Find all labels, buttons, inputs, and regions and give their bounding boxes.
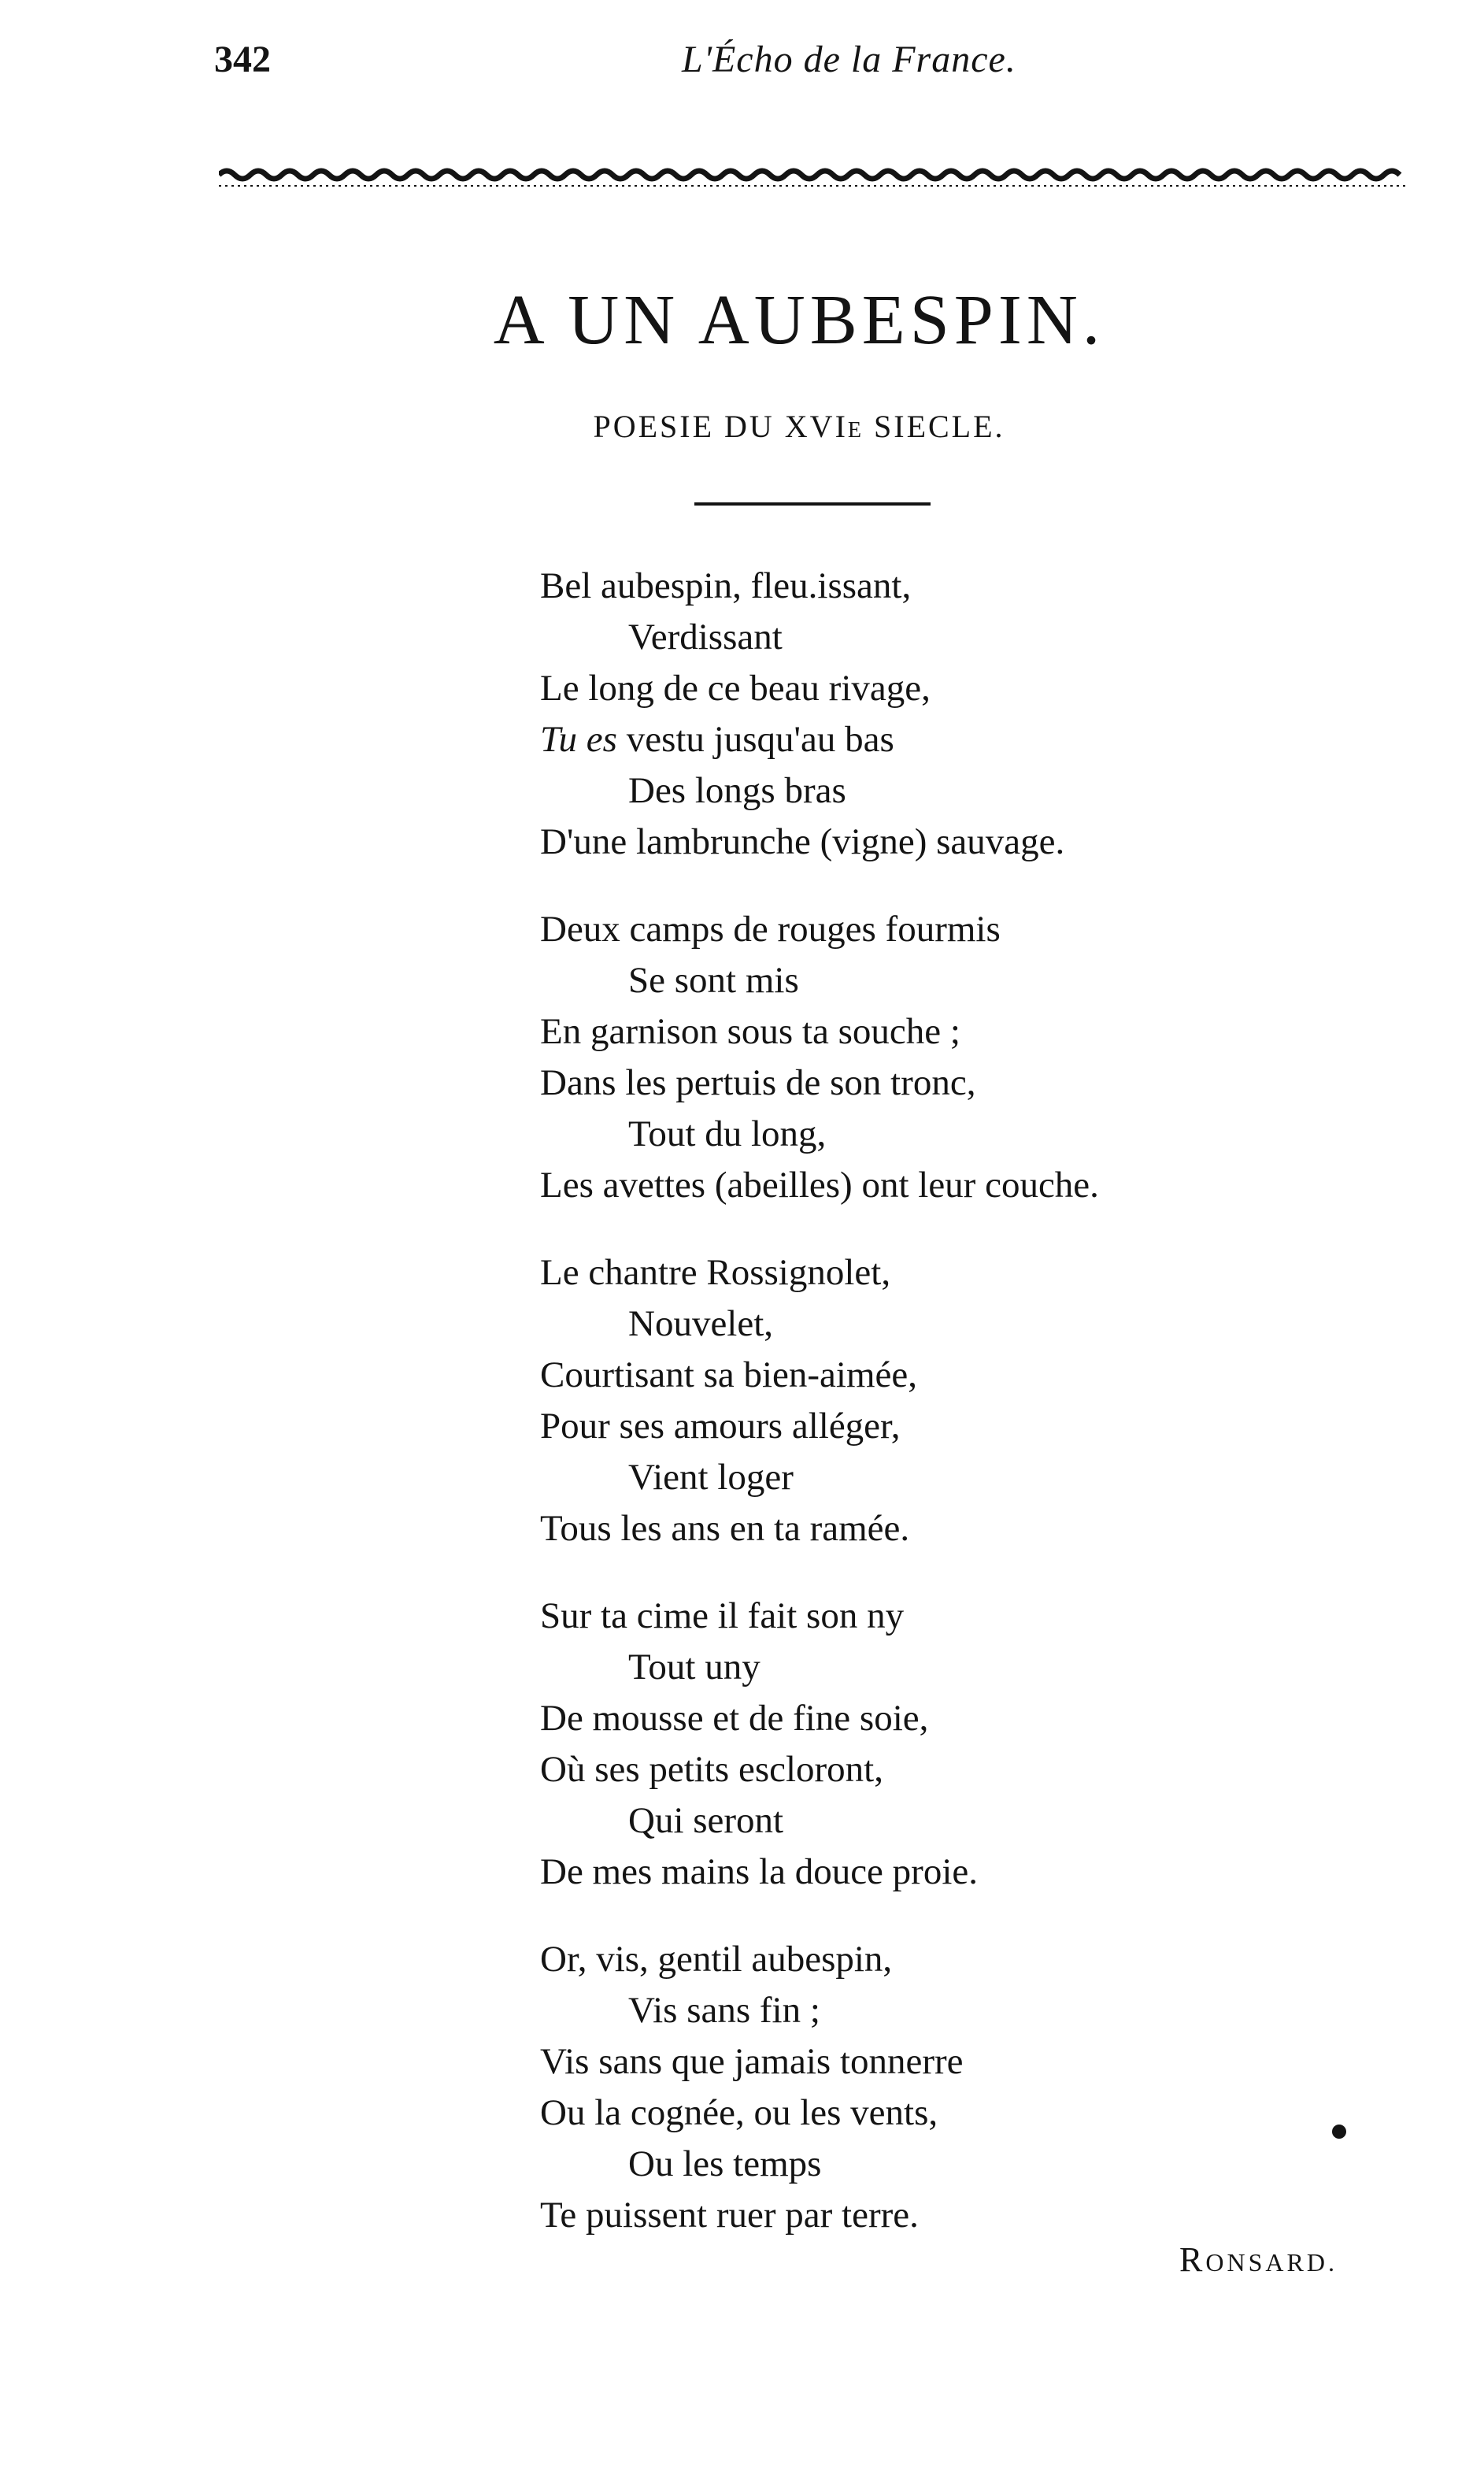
author-initial: R <box>1179 2240 1206 2279</box>
italic-phrase: Tu es <box>540 719 617 760</box>
ornamental-rule <box>219 164 1406 195</box>
stanza <box>540 904 1406 1211</box>
verse-line <box>540 714 1406 765</box>
verse-line: Te puissent ruer par terre. <box>540 2195 919 2236</box>
verse-line: Ou la cognée, ou les vents, <box>540 2092 938 2133</box>
verse-line: Où ses petits escloront, <box>540 1749 883 1790</box>
verse-line: Sur ta cime il fait son ny <box>540 1595 905 1636</box>
verse-line: De mes mains la douce proie. <box>540 1851 978 1892</box>
subtitle-text: POESIE DU XVI <box>593 409 848 444</box>
verse-line: Pour ses amours alléger, <box>540 1406 901 1447</box>
verse-line: Vient loger <box>628 1457 794 1498</box>
verse-line: Se sont mis <box>628 960 799 1001</box>
verse-line: Dans les pertuis de son tronc, <box>540 1062 976 1103</box>
stanza <box>540 1934 1406 2241</box>
stanza <box>540 561 1406 868</box>
verse-line: Deux camps de rouges fourmis <box>540 909 1001 950</box>
stanza <box>540 1247 1406 1554</box>
verse-line-rest: vestu jusqu'au bas <box>616 719 894 760</box>
verse-line: Le chantre Rossignolet, <box>540 1252 891 1293</box>
verse-line: Vis sans que jamais tonnerre <box>540 2041 964 2082</box>
page-number: 342 <box>214 39 271 80</box>
author-name-rest: ONSARD. <box>1205 2248 1338 2277</box>
verse-line: Vis sans fin ; <box>628 1990 820 2031</box>
verse-line: Verdissant <box>628 617 783 658</box>
author-signature <box>1179 2239 1338 2280</box>
verse-line: Courtisant sa bien-aimée, <box>540 1354 917 1395</box>
verse-line: Tout du long, <box>628 1113 827 1154</box>
subtitle-text-end: SIECLE. <box>864 409 1005 444</box>
verse-line: Ou les temps <box>628 2143 822 2184</box>
verse-line: Nouvelet, <box>628 1303 774 1344</box>
verse-line: Le long de ce beau rivage, <box>540 668 931 709</box>
verse-line: Bel aubespin, fleu.issant, <box>540 565 912 606</box>
verse-line: D'une lambrunche (vigne) sauvage. <box>540 821 1065 862</box>
verse-line: Des longs bras <box>628 770 846 811</box>
verse-line: Qui seront <box>628 1800 784 1841</box>
verse-line: Tous les ans en ta ramée. <box>540 1508 910 1549</box>
verse-line: Tout uny <box>628 1647 761 1687</box>
verse-line: Les avettes (abeilles) ont leur couche. <box>540 1165 1099 1206</box>
title-rule <box>694 502 931 506</box>
verse-line: De mousse et de fine soie, <box>540 1698 929 1739</box>
subtitle-superscript: E <box>847 418 864 443</box>
verse-line: Or, vis, gentil aubespin, <box>540 1939 893 1980</box>
poem-title: A UN AUBESPIN. <box>493 281 1105 359</box>
poem-subtitle <box>0 408 1484 445</box>
stanza <box>540 1591 1406 1898</box>
verse-line: En garnison sous ta souche ; <box>540 1011 960 1052</box>
running-title: L'Écho de la France. <box>682 39 1016 80</box>
ink-speck <box>1332 2125 1346 2139</box>
poem-body <box>540 561 1406 2277</box>
